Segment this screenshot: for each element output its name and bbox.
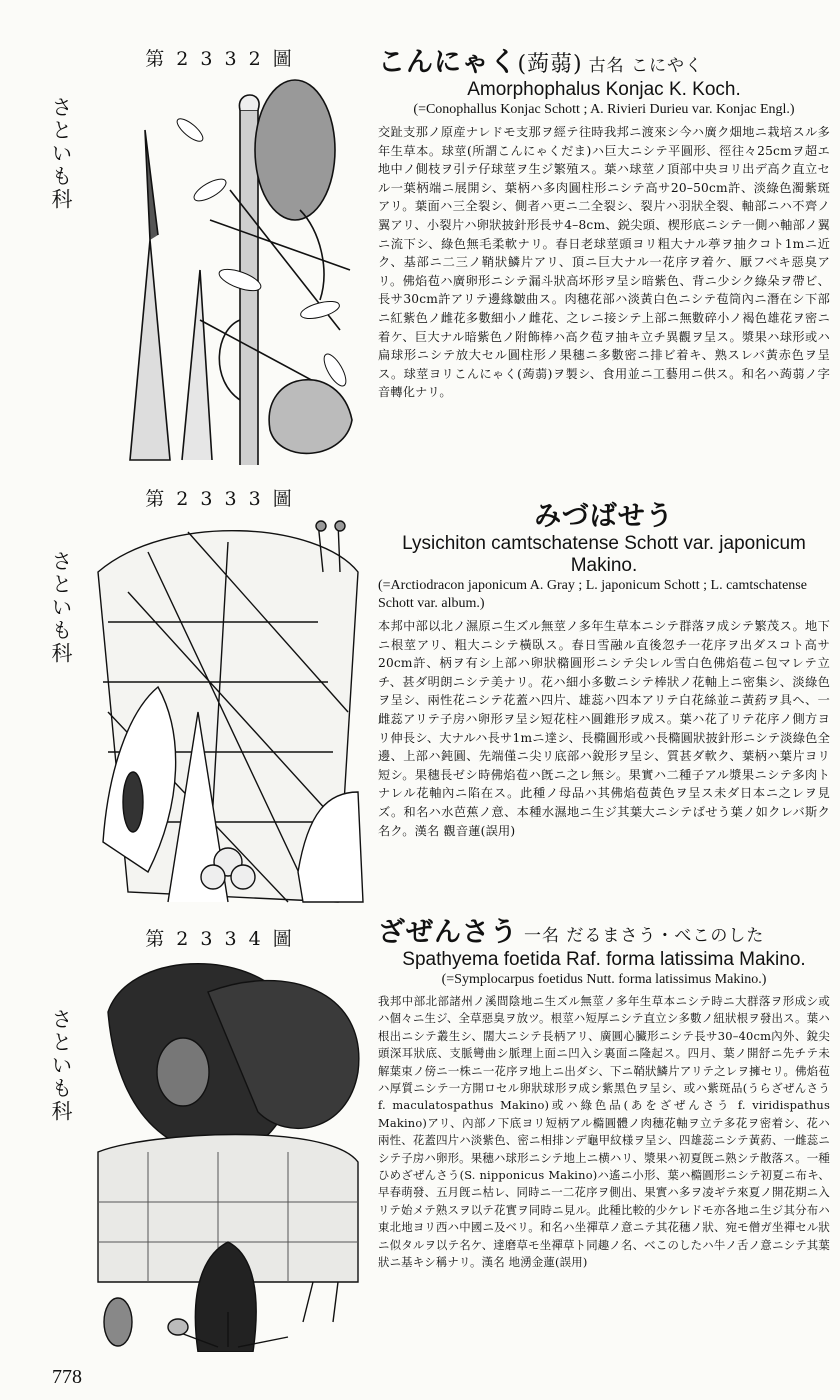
- synonyms: (=Arctiodracon japonicum A. Gray ; L. japonicum Schott ; L. camtschatense Schott var. album.): [378, 578, 807, 611]
- entry-mizubasho: [378, 494, 830, 840]
- title-kanji: (蒟蒻): [517, 52, 583, 77]
- figure-label-2333: 第 2 3 3 3 圖: [145, 488, 295, 510]
- synonyms: (=Conophallus Konjac Schott ; A. Rivieri Durieu var. Konjac Engl.): [413, 102, 795, 117]
- entry-body: 本邦中部以北ノ濕原ニ生ズル無莖ノ多年生草本ニシテ群落ヲ成シテ繁茂ス。地下ニ根莖アリ、粗大ニシテ橫臥ス。春日雪融ル直後忽チ一花序ヲ出ダスコト高サ20cm許、柄ヲ有シ上部ハ卵狀橢圓形ニシテ尖レル雪白色佛焰苞ニ包マレテ立チ、甚ダ明朗ニシテ美ナリ。花ハ細小多數ニシテ棒狀ノ花軸上ニ密集シ、淡綠色ヲ呈シ、兩性花ニシテ花蓋ハ四片、雄蕊ハ四本アリテ白花絲並ニ黃葯ヲ具ヘ、一雌蕊アリテ子房ハ卵形ヲ呈シ短花柱ハ圓錐形ヲ成ス。葉ハ花了リテ花序ノ側方ヨリ伸長シ、大ナルハ長サ1mニ達シ、長橢圓形或ハ長橢圓狀披針形ニシテ淡綠色全邊、上部ハ鈍圓、先端僅ニ尖リ底部ハ銳形ヲ呈シ、質甚ダ軟ク、葉柄ハ葉片ヨリ短シ。果穗長ゼシ時佛焰苞ハ旣ニ之レ無シ。果實ハ二種子アル漿果ニシテ多肉トナレル花軸內ニ陷在ス。此種ノ母品ハ其佛焰苞黃色ヲ呈ス未ダ日本ニ之レヲ見ズ。和名ハ水芭蕉ノ意、本種水濕地ニ生ジ其葉大ニシテばせう葉ノ如クレバ斯ク名ク。漢名 觀音蓮(誤用): [378, 619, 830, 838]
- entry-body: 交趾支那ノ原産ナレドモ支那ヲ經テ往時我邦ニ渡來シ今ハ廣ク畑地ニ栽培スル多年生草本。球莖(所謂こんにゃくだま)ハ巨大ニシテ平圓形、徑往々25cmヲ超エ地中ノ側枝ヲ引テ仔球莖ヲ生ジ繁殖ス。葉ハ球莖ノ頂部中央ヨリ出デ高ク直立セル一葉柄端ニ展開シ、葉柄ハ多肉圓柱形ニシテ高サ20–50cm許、淡綠色濁紫斑アリ。葉面ハ三全裂シ、側者ハ更ニ二全裂シ、裂片ハ羽狀全裂、軸部ニハ不齊ノ翼アリ、小裂片ハ卵狀披針形長サ4–8cm、鋭尖頭、楔形底ニシテ一側ハ軸部ノ翼ニ流下シ、綠色無毛柔軟ナリ。春日老球莖頭ヨリ粗大ナル葶ヲ抽クコト1mニ近ク、基部ニ二三ノ鞘狀鱗片アリ、頂ニ巨大ナル一花序ヲ着ケ、厭フベキ惡臭アリ。佛焰苞ハ廣卵形ニシテ漏斗狀高坏形ヲ呈シ暗紫色、背ニ少シク綠朵ヲ帶ビ、長サ30cm許アリテ邊緣皺曲ス。肉穗花部ハ淡黃白色ニシテ苞筒內ニ潛在シ下部ニ紅紫色ノ雌花多數細小ノ雌花、之レニ接シテ上部ニ無數碎小ノ褐色雄花ヲ密ニ着ケ、巨大ナル暗紫色ノ附飾棒ハ高ク苞ヲ抽キ立チ異觀ヲ呈ス。漿果ハ球形或ハ扁球形ニシテ放大セル圓柱形ノ果穗ニ多數密ニ排ビ着キ、熟スレバ黃赤色ヲ呈ス。球莖ヨリこんにゃく(蒟蒻)ヲ製シ、食用並ニ工藝用ニ供ス。和名ハ蒟蒻ノ字音轉化ナリ。: [378, 125, 830, 400]
- figure-label-2334: 第 2 3 3 4 圖: [145, 928, 295, 950]
- page-number: 778: [52, 1366, 82, 1388]
- figure-label-2332: 第 2 3 3 2 圖: [145, 48, 295, 70]
- mizubasho-illustration: [88, 512, 370, 905]
- entry-konjac: [378, 40, 830, 402]
- entry-title: [378, 494, 830, 533]
- family-label: さといも科: [49, 96, 73, 211]
- entry-body: 我邦中部北部諸州ノ溪間陰地ニ生ズル無莖ノ多年生草本ニシテ時ニ大群落ヲ形成シ或ハ個々ニ生ジ、全草惡臭ヲ放ツ。根莖ハ短厚ニシテ直立シ多數ノ紐狀根ヲ發出ス。葉ハ根出ニシテ叢生シ、闊大ニシテ長柄アリ、廣圓心臟形ニシテ長サ30–40cm內外、銳尖頭深耳狀底、支脈彎曲シ脈理上面ニ凹入シ裏面ニ隆起ス。四月、葉ノ開舒ニ先チテ未解葉束ノ傍ニ一株ニ一花序ヲ地上ニ出ダシ、下ニ鞘狀鱗片アリテ之レヲ擁セリ。佛焰苞ハ厚質ニシテ一方開ロセル卵狀球形ヲ成シ紫黑色ヲ呈シ、或ハ紫斑品(うらざぜんさう f. maculatospathus Makino)或ハ綠色品(あをざぜんさう f. viridispathus Makino)アリ、內部ノ下底ヨリ短柄アル橢圓體ノ肉穗花軸ヲ立テ多花ヲ密着シ、花ハ兩性、花蓋四片ハ淡紫色、密ニ相排ンデ龜甲紋様ヲ呈シ、四雄蕊ニシテ黃葯、一雌蕊ニシテ子房ハ卵形。果穗ハ球形ニシテ地上ニ横ハリ、漿果ハ初夏旣ニ熟シテ散落ス。一種ひめざぜんさう(S. nipponicus Makino)ハ遙ニ小形、葉ハ橢圓形ニシテ初夏ニ布キ、早春萌發、五月旣ニ枯レ、同時ニ一二花序ヲ側出、果實ハ多ヲ凌ギテ來夏ノ開花期ニ入リテ始メテ熟スヲ以テ花實ヲ同時ニ見ル。此種比較的少ケレドモ亦各地ニ生ジ其分布ハ東北地ヨリ西ハ中國ニ及ベリ。和名ハ坐禪草ノ意ニテ其花穗ノ狀、宛モ僧ガ坐禪セル狀ニ似タルヲ以テ名ケ、達磨草モ坐禪草ト同趣ノ名、べこのしたハ牛ノ舌ノ意ニシテ其葉狀ニ基キシ稱ナリ。漢名 地湧金蓮(誤用): [378, 994, 830, 1270]
- title-alternate: 一名 だるまさう・べこのした: [524, 926, 765, 946]
- scientific-name: Spathyema foetida Raf. forma latissima Makino.: [402, 949, 806, 970]
- synonyms: (=Symplocarpus foetidus Nutt. forma latissimus Makino.): [441, 972, 767, 987]
- entry-title: [378, 910, 830, 949]
- konjac-drawing: [90, 70, 372, 465]
- konjac-illustration: [90, 70, 372, 465]
- mizubasho-drawing: [88, 512, 370, 905]
- title-japanese: みづばせう: [534, 501, 674, 532]
- zazenso-drawing: [88, 952, 370, 1352]
- entry-zazenso: [378, 910, 830, 1272]
- family-label: さといも科: [49, 1008, 73, 1123]
- title-japanese: こんにゃく: [378, 47, 518, 78]
- title-alternate: 古名 こにやく: [588, 56, 704, 76]
- scientific-name: Amorphophalus Konjac K. Koch.: [467, 79, 741, 100]
- entry-title: [378, 40, 830, 79]
- family-label: さといも科: [49, 550, 73, 665]
- title-japanese: ざぜんさう: [378, 917, 518, 948]
- scientific-name: Lysichiton camtschatense Schott var. japonicum Makino.: [402, 533, 806, 576]
- zazenso-illustration: [88, 952, 370, 1352]
